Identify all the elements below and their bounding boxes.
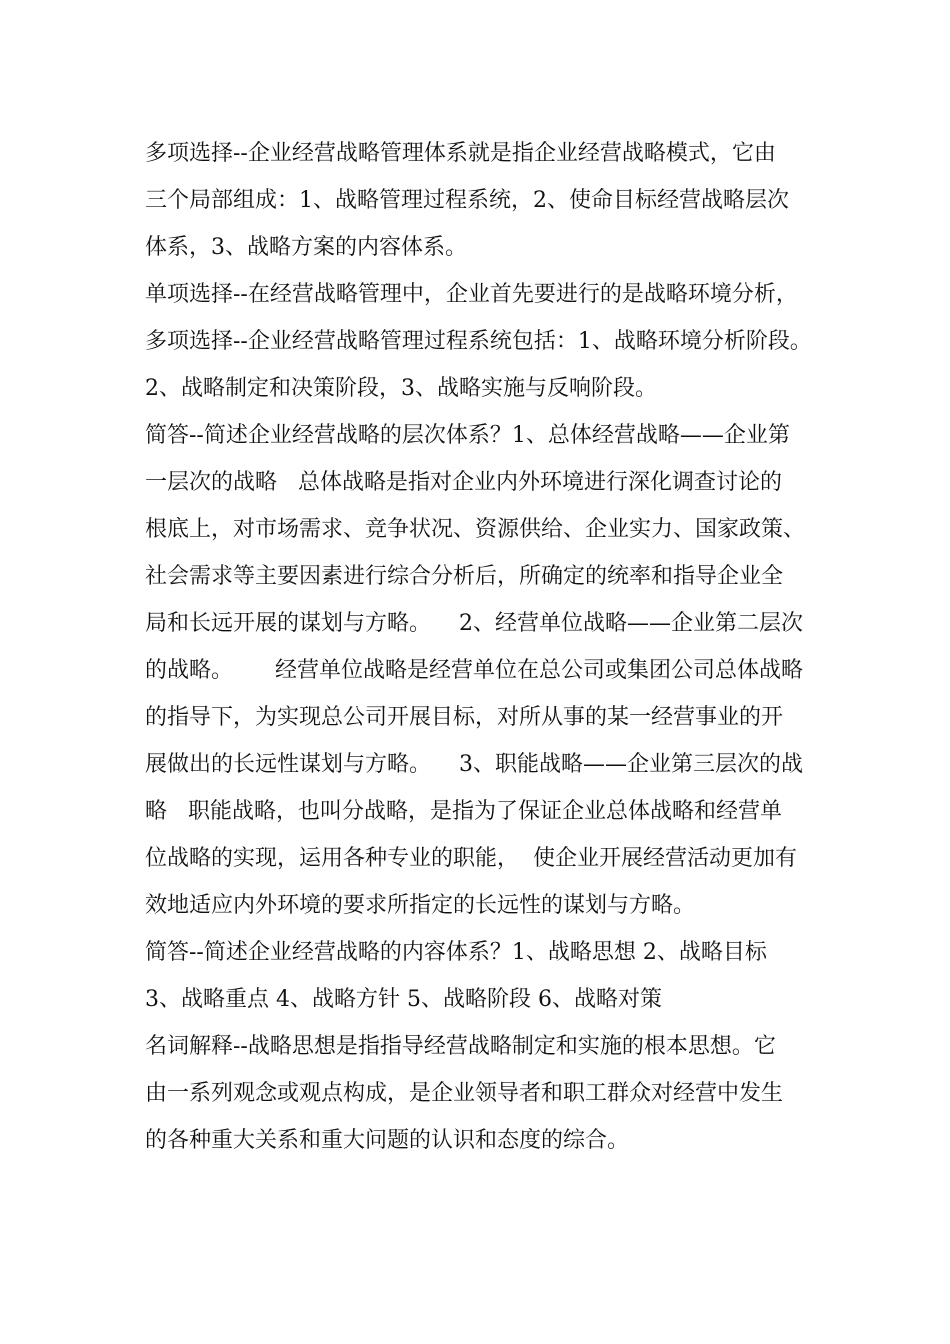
text-line: 2、战略制定和决策阶段，3、战略实施与反响阶段。 xyxy=(145,376,657,401)
text-line: 位战略的实现，运用各种专业的职能， 使企业开展经营活动更加有 xyxy=(145,846,797,871)
text-line: 体系，3、战略方案的内容体系。 xyxy=(145,235,467,260)
text-line: 三个局部组成：1、战略管理过程系统，2、使命目标经营战略层次 xyxy=(145,188,789,213)
text-line: 的指导下，为实现总公司开展目标，对所从事的某一经营事业的开 xyxy=(145,705,784,730)
text-line: 略 职能战略，也叫分战略，是指为了保证企业总体战略和经营单 xyxy=(145,799,782,824)
text-line: 简答--简述企业经营战略的层次体系？1、总体经营战略——企业第 xyxy=(145,423,790,448)
text-line: 的各种重大关系和重大问题的认识和态度的综合。 xyxy=(145,1128,630,1153)
text-line: 根底上，对市场需求、竞争状况、资源供给、企业实力、国家政策、 xyxy=(145,517,806,542)
text-line: 多项选择--企业经营战略管理体系就是指企业经营战略模式，它由 xyxy=(145,141,776,166)
text-line: 的战略。 经营单位战略是经营单位在总公司或集团公司总体战略 xyxy=(145,658,803,683)
text-line: 社会需求等主要因素进行综合分析后，所确定的统率和指导企业全 xyxy=(145,564,784,589)
text-line: 简答--简述企业经营战略的内容体系？1、战略思想 2、战略目标 xyxy=(145,940,767,965)
text-line: 3、战略重点 4、战略方针 5、战略阶段 6、战略对策 xyxy=(145,987,662,1012)
text-line: 多项选择--企业经营战略管理过程系统包括：1、战略环境分析阶段。 xyxy=(145,329,812,354)
text-line: 由一系列观念或观点构成，是企业领导者和职工群众对经营中发生 xyxy=(145,1081,784,1106)
text-line: 局和长远开展的谋划与方略。 2、经营单位战略——企业第二层次 xyxy=(145,611,803,636)
text-line: 一层次的战略 总体战略是指对企业内外环境进行深化调查讨论的 xyxy=(145,470,782,495)
document-body xyxy=(145,130,825,1164)
text-line: 展做出的长远性谋划与方略。 3、职能战略——企业第三层次的战 xyxy=(145,752,803,777)
text-line: 单项选择--在经营战略管理中，企业首先要进行的是战略环境分析， xyxy=(145,282,798,307)
text-line: 名词解释--战略思想是指指导经营战略制定和实施的根本思想。它 xyxy=(145,1034,776,1059)
text-line: 效地适应内外环境的要求所指定的长远性的谋划与方略。 xyxy=(145,893,696,918)
